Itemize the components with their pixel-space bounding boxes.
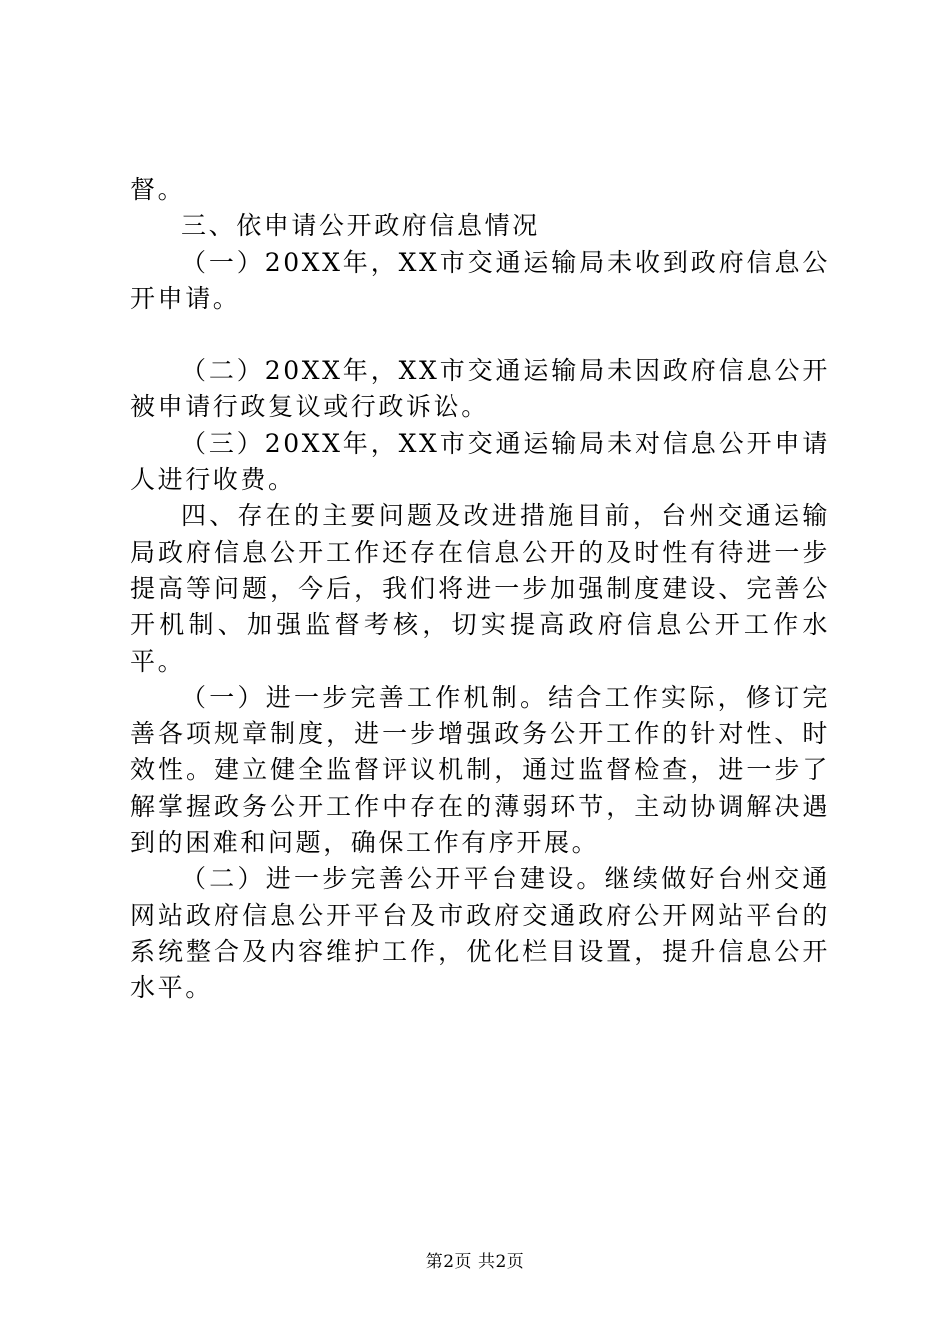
- paragraph-4-1: （一）进一步完善工作机制。结合工作实际，修订完善各项规章制度，进一步增强政务公开工作的针对性、时效性。建立健全监督评议机制，通过监督检查，进一步了解掌握政务公开工作中存在的薄弱环节，主动协调解决遇到的困难和问题，确保工作有序开展。: [130, 682, 830, 858]
- section-paragraph-4: 四、存在的主要问题及改进措施目前，台州交通运输局政府信息公开工作还存在信息公开的及时性有待进一步提高等问题，今后，我们将进一步加强制度建设、完善公开机制、加强监督考核，切实提高政府信息公开工作水平。: [130, 501, 830, 676]
- paragraph-4-2: （二）进一步完善公开平台建设。继续做好台州交通网站政府信息公开平台及市政府交通政府公开网站平台的系统整合及内容维护工作，优化栏目设置，提升信息公开水平。: [130, 864, 830, 1003]
- paragraph-3-1: （一）20XX年，XX市交通运输局未收到政府信息公开申请。: [130, 247, 830, 313]
- paragraph-continuation: 督。: [130, 175, 186, 204]
- paragraph-3-3: （三）20XX年，XX市交通运输局未对信息公开申请人进行收费。: [130, 428, 830, 495]
- page-number-footer: 第2页 共2页: [425, 1252, 525, 1272]
- paragraph-3-2: （二）20XX年，XX市交通运输局未因政府信息公开被申请行政复议或行政诉讼。: [130, 356, 830, 422]
- document-body: [130, 172, 830, 1007]
- section-heading-3: 三、依申请公开政府信息情况: [181, 211, 540, 241]
